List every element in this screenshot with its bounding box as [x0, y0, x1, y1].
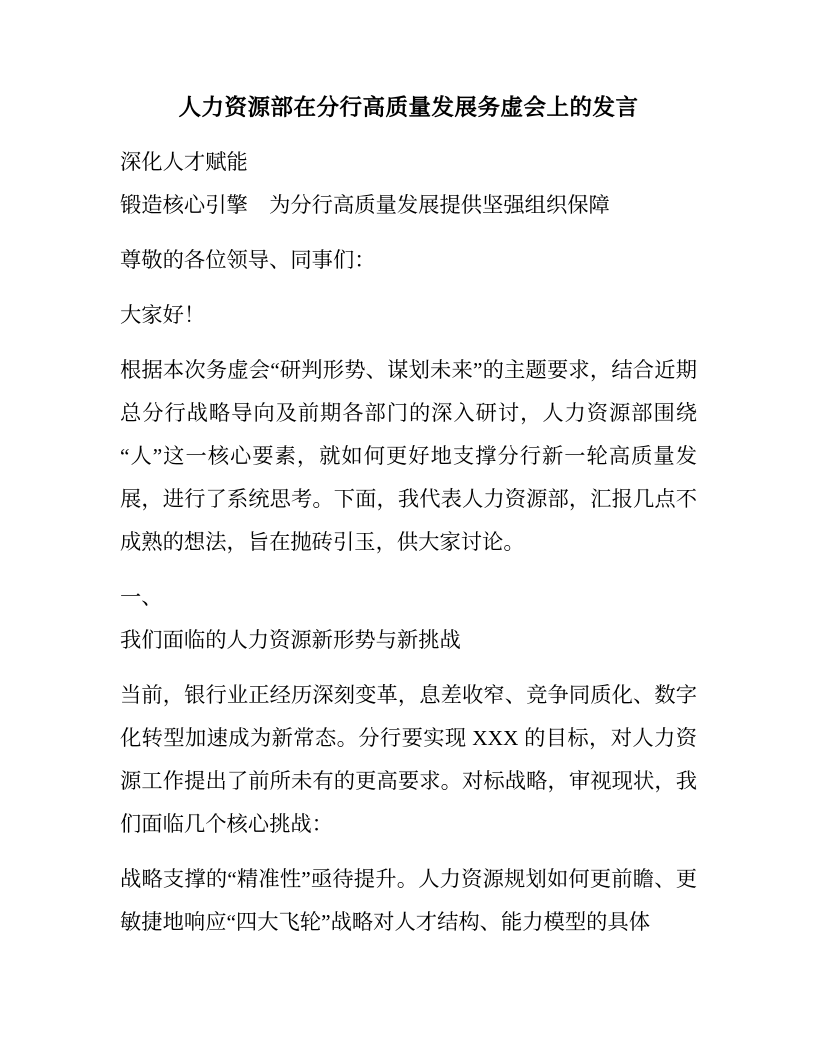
document-title: 人力资源部在分行高质量发展务虚会上的发言: [178, 95, 639, 120]
section-heading-1: 一、 我们面临的人力资源新形势与新挑战: [120, 585, 461, 652]
body-paragraph-1: 根据本次务虚会“研判形势、谋划未来”的主题要求，结合近期总分行战略导向及前期各部门的深入研讨，人力资源部围绕“人”这一核心要素，就如何更好地支撑分行新一轮高质量发展，进行了系统思考。下面，我代表人力资源部，汇报几点不成熟的想法，旨在抛砖引玉，供大家讨论。: [120, 358, 697, 554]
document-subtitle: 深化人才赋能 锻造核心引擎 为分行高质量发展提供坚强组织保障: [120, 150, 610, 217]
document-body: [120, 141, 697, 944]
salutation: 尊敬的各位领导、同事们：: [120, 248, 376, 272]
body-paragraph-2: 当前，银行业正经历深刻变革，息差收窄、竞争同质化、数字化转型加速成为新常态。分行要实现 XXX 的目标，对人力资源工作提出了前所未有的更高要求。对标战略，审视现状，我们面临几个核心挑战：: [120, 683, 697, 836]
greeting: 大家好！: [120, 303, 206, 327]
body-paragraph-3: 战略支撑的“精准性”亟待提升。人力资源规划如何更前瞻、更敏捷地响应“四大飞轮”战略对人才结构、能力模型的具体: [120, 867, 697, 934]
